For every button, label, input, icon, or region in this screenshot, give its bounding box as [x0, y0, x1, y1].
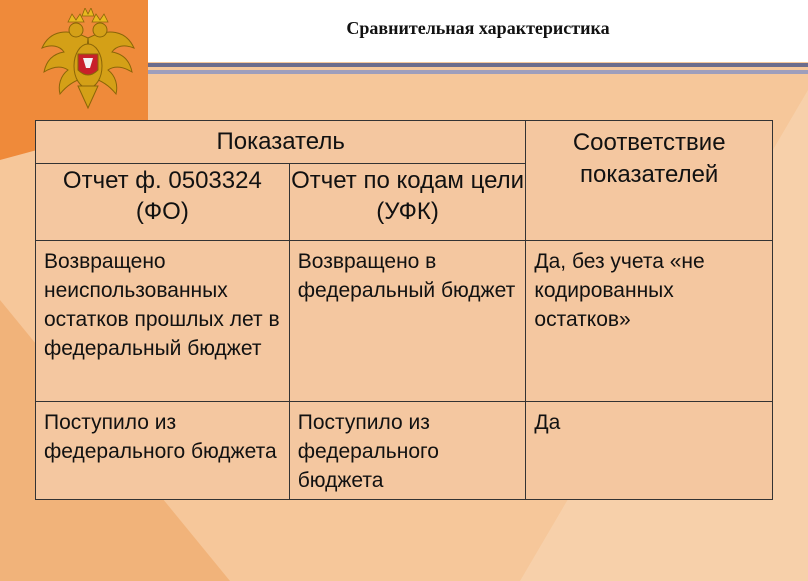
- table-cell: Да, без учета «не кодированных остатков»: [526, 241, 773, 402]
- header-correspondence: Соответствие показателей: [526, 121, 773, 241]
- table-cell: Да: [526, 402, 773, 500]
- table-cell: Поступило из федерального бюджета: [36, 402, 290, 500]
- comparison-table: [35, 120, 773, 500]
- coat-of-arms-icon: [38, 8, 138, 112]
- title-box: [148, 0, 808, 62]
- table-row: [36, 402, 773, 500]
- table-cell: Поступило из федерального бюджета: [289, 402, 526, 500]
- header-report-ufk: Отчет по кодам цели (УФК): [289, 164, 526, 241]
- header-indicator: Показатель: [36, 121, 526, 164]
- table-header-row: [36, 121, 773, 164]
- slide-title: Сравнительная характеристика: [346, 18, 610, 38]
- header-report-fo: Отчет ф. 0503324 (ФО): [36, 164, 290, 241]
- table-cell: Возвращено неиспользованных остатков прошлых лет в федеральный бюджет: [36, 241, 290, 402]
- table-row: [36, 241, 773, 402]
- header-stripe-light: [148, 70, 808, 74]
- header-stripe: [148, 63, 808, 67]
- table-cell: Возвращено в федеральный бюджет: [289, 241, 526, 402]
